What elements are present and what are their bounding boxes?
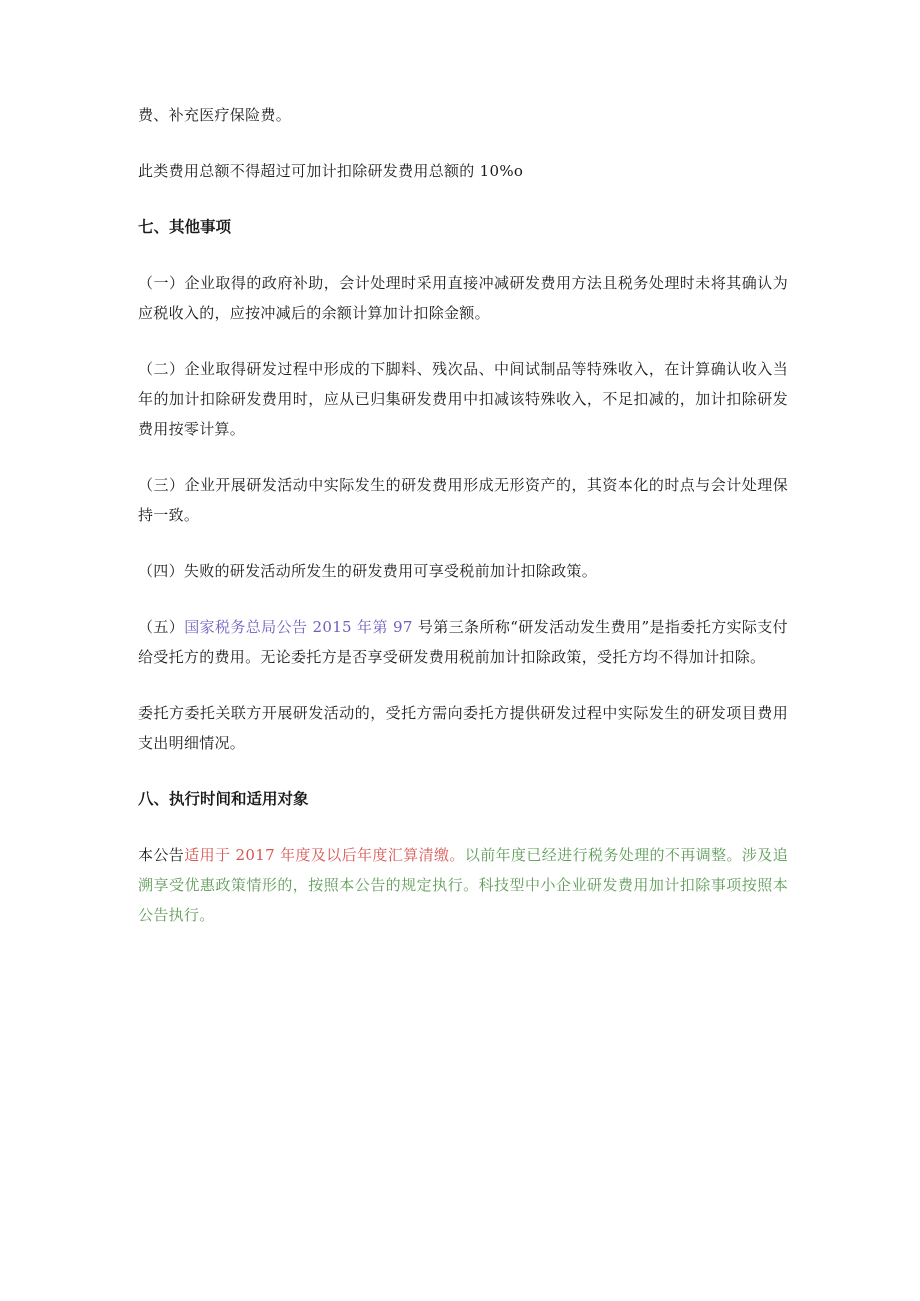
section7-item4: （四）失败的研发活动所发生的研发费用可享受税前加计扣除政策。	[138, 562, 598, 580]
section7-item5-prefix: （五）	[138, 618, 185, 636]
section7-heading: 七、其他事项	[138, 218, 232, 236]
section7-item5	[138, 612, 788, 672]
announcement-2015-97-link[interactable]: 国家税务总局公告 2015 年第 97	[184, 618, 413, 636]
document-body	[138, 100, 788, 956]
section7-item5-rest: 号第三条所称“研发活动发生费用”是指委托方实际支付给受托方的费用。无论委托方是否享受研发费用税前加计扣除政策，受托方均不得加计扣除。	[138, 618, 788, 666]
section6-tail-line2: 此类费用总额不得超过可加计扣除研发费用总额的 10%o	[138, 162, 524, 180]
section8-green-link[interactable]: 以前年度已经进行税务处理的不再调整。涉及追溯享受优惠政策情形的，按照本公告的规定执行。科技型中小企业研发费用加计扣除事项按照本公告执行。	[138, 846, 788, 924]
section7-item2: （二）企业取得研发过程中形成的下脚料、残次品、中间试制品等特殊收入，在计算确认收入当年的加计扣除研发费用时，应从已归集研发费用中扣减该特殊收入，不足扣减的，加计扣除研发费用按零计算。	[138, 360, 788, 438]
section8-heading: 八、执行时间和适用对象	[138, 790, 309, 808]
section7-item6: 委托方委托关联方开展研发活动的，受托方需向委托方提供研发过程中实际发生的研发项目费用支出明细情况。	[138, 704, 788, 752]
section8-prefix: 本公告	[138, 846, 185, 864]
section7-item3: （三）企业开展研发活动中实际发生的研发费用形成无形资产的，其资本化的时点与会计处理保持一致。	[138, 476, 788, 524]
section8-red-link[interactable]: 适用于 2017 年度及以后年度汇算清缴。	[184, 846, 465, 864]
section7-item1: （一）企业取得的政府补助，会计处理时采用直接冲减研发费用方法且税务处理时未将其确认为应税收入的，应按冲减后的余额计算加计扣除金额。	[138, 274, 788, 322]
section8-paragraph	[138, 840, 788, 930]
section6-tail-line1: 费、补充医疗保险费。	[138, 106, 292, 124]
